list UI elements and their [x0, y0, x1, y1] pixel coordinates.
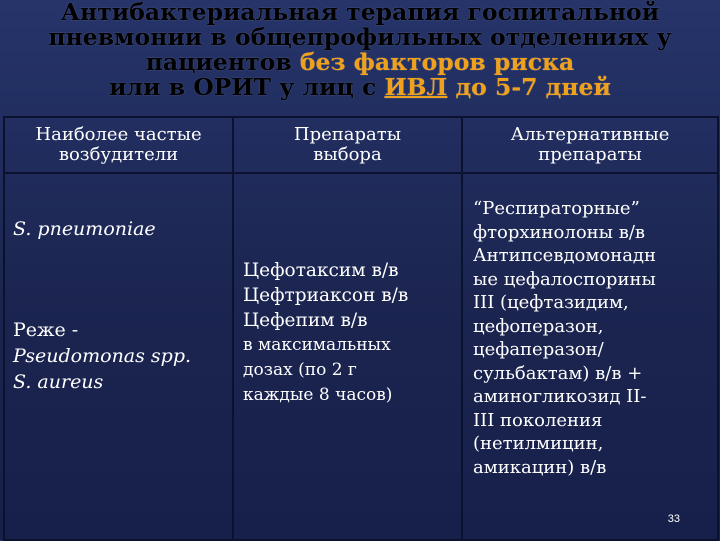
title-line-2: пневмонии в общепрофильных отделениях у	[48, 23, 672, 51]
title-ivl-underlined: ИВЛ	[384, 73, 448, 101]
header-drugs-line2: выбора	[313, 144, 382, 165]
header-alt-line1: Альтернативные	[510, 124, 670, 145]
header-drugs-line1: Препараты	[293, 124, 402, 145]
alt-line: цефаперазон/	[473, 339, 604, 360]
title-highlight-ivl	[384, 73, 610, 101]
therapy-table	[3, 116, 719, 541]
header-pathogens-line1: Наиболее частые	[35, 124, 202, 145]
title-highlight-no-risk: без факторов риска	[299, 48, 575, 76]
alt-line: (нетилмицин,	[473, 433, 604, 454]
header-alternatives	[462, 117, 718, 173]
drug-item: Цефотаксим в/в	[243, 260, 399, 281]
alt-line: “Респираторные”	[473, 198, 640, 219]
header-alt-line2: препараты	[538, 144, 642, 165]
alt-line: III (цефтазидим,	[473, 292, 629, 313]
drugs-of-choice-cell	[233, 173, 462, 540]
pathogens-less-often	[13, 317, 191, 395]
alt-line: аминогликозид II-	[473, 386, 647, 407]
pathogen-pseudomonas: Pseudomonas spp.	[13, 345, 192, 367]
title-line-4-text: или в ОРИТ у лиц с	[109, 73, 385, 101]
alt-line: амикацин) в/в	[473, 456, 607, 478]
slide-title	[0, 0, 720, 104]
title-line-4	[0, 75, 720, 100]
dose-note: дозах (по 2 г	[243, 360, 357, 380]
header-drugs-of-choice	[233, 117, 462, 173]
alt-line: цефоперазон,	[473, 315, 604, 337]
title-line-3	[0, 50, 720, 75]
page-number: 33	[667, 513, 680, 525]
drugs-list	[243, 258, 408, 408]
table-row	[4, 173, 718, 540]
pathogen-primary: S. pneumoniae	[13, 218, 156, 240]
alternatives-cell	[462, 173, 718, 540]
table-header-row	[4, 117, 718, 173]
header-pathogens-line2: возбудители	[58, 144, 179, 165]
alt-line: сульбактам) в/в +	[473, 362, 643, 384]
less-often-label: Реже -	[13, 319, 79, 341]
pathogen-aureus: S. aureus	[13, 371, 104, 393]
title-ivl-rest: до 5-7 дней	[447, 73, 611, 101]
alt-line: фторхинолоны в/в	[473, 221, 646, 243]
alt-line: Антипсевдомонадн	[473, 245, 657, 266]
alt-line: ые цефалоспорины	[473, 268, 656, 290]
title-line-1: Антибактериальная терапия госпитальной	[60, 0, 660, 26]
alt-line: III поколения	[473, 409, 603, 431]
dose-note: каждые 8 часов)	[243, 385, 393, 405]
alternatives-list	[473, 197, 656, 479]
dose-note: в максимальных	[243, 335, 391, 355]
header-pathogens	[4, 117, 233, 173]
title-line-3-text: пациентов	[145, 48, 300, 76]
drug-item: Цефтриаксон в/в	[243, 285, 409, 306]
drug-item: Цефепим в/в	[243, 310, 368, 331]
pathogens-cell	[4, 173, 233, 540]
